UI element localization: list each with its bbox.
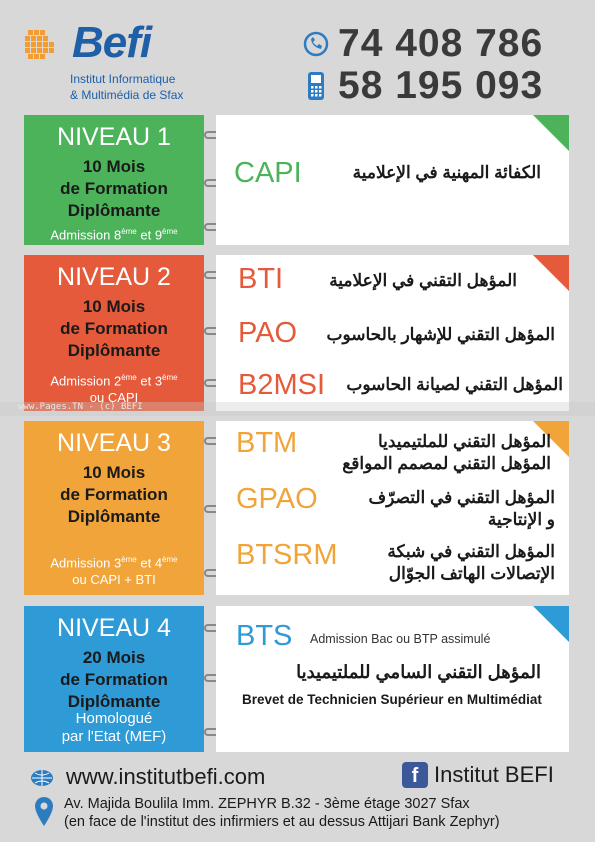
level-4-duration: 20 Mois de Formation Diplômante bbox=[60, 648, 168, 711]
phone-number-1: 74 408 786 bbox=[338, 22, 544, 65]
course-code-btm: BTM bbox=[236, 427, 298, 459]
phone-number-2: 58 195 093 bbox=[338, 64, 544, 107]
course-arabic-bti: المؤهل التقني في الإعلامية bbox=[329, 271, 517, 290]
level-4-title: NIVEAU 4 bbox=[57, 614, 171, 642]
mobile-phone-icon bbox=[302, 70, 330, 102]
address-line-1: Av. Majida Boulila Imm. ZEPHYR B.32 - 3ème étage 3027 Sfax bbox=[64, 796, 470, 812]
level-3-admission: Admission 3ème et 4ème ou CAPI + BTI bbox=[50, 555, 178, 588]
facebook-icon: f bbox=[402, 762, 428, 788]
level-1-card bbox=[24, 115, 569, 245]
phone-landline[interactable] bbox=[302, 22, 543, 66]
level-2-panel bbox=[24, 255, 204, 411]
level-3-card bbox=[24, 421, 569, 595]
level-2-duration: 10 Mois de Formation Diplômante bbox=[60, 297, 168, 360]
course-arabic-b2msi: المؤهل التقني لصيانة الحاسوب bbox=[346, 375, 563, 394]
course-code-btsrm: BTSRM bbox=[236, 539, 338, 571]
course-code-pao: PAO bbox=[238, 317, 298, 349]
level-4-card bbox=[24, 606, 569, 752]
facebook-page-name: Institut BEFI bbox=[434, 762, 554, 787]
level-1-panel bbox=[24, 115, 204, 245]
level-1-duration: 10 Mois de Formation Diplômante bbox=[60, 157, 168, 220]
course-code-b2msi: B2MSI bbox=[238, 369, 326, 401]
watermark: www.Pages.TN - (c) BEFI bbox=[0, 402, 595, 416]
level-2-title: NIVEAU 2 bbox=[57, 263, 171, 291]
phone-icon bbox=[302, 28, 330, 60]
level-1-courses bbox=[216, 115, 569, 245]
level-3-courses bbox=[216, 421, 569, 595]
level-2-courses bbox=[216, 255, 569, 411]
level-4-panel bbox=[24, 606, 204, 752]
corner-fold bbox=[533, 115, 569, 151]
course-arabic-gpao: المؤهل التقني في التصرّف و الإنتاجية bbox=[368, 488, 555, 529]
level-3-duration: 10 Mois de Formation Diplômante bbox=[60, 463, 168, 526]
course-arabic-btm: المؤهل التقني للملتيميديا المؤهل التقني لمصمم المواقع bbox=[342, 432, 551, 473]
level-2-card bbox=[24, 255, 569, 411]
header bbox=[0, 0, 595, 110]
globe-cursor-icon bbox=[30, 768, 56, 788]
course-arabic-bts: المؤهل التقني السامي للملتيميديا bbox=[296, 662, 541, 682]
level-1-admission: Admission 8ème et 9ème bbox=[50, 227, 178, 243]
bts-admission-note: Admission Bac ou BTP assimulé bbox=[310, 632, 491, 646]
corner-fold bbox=[533, 606, 569, 642]
level-4-homologation: Homologué par l'Etat (MEF) bbox=[61, 710, 167, 745]
corner-fold bbox=[533, 255, 569, 291]
level-3-panel bbox=[24, 421, 204, 595]
address-line-2: (en face de l'institut des infirmiers et au dessus Attijari Bank Zephyr) bbox=[64, 814, 500, 830]
course-code-bts: BTS bbox=[236, 620, 293, 652]
course-arabic-capi: الكفائة المهنية في الإعلامية bbox=[352, 163, 541, 182]
website-link[interactable]: www.institutbefi.com bbox=[66, 764, 266, 789]
course-code-gpao: GPAO bbox=[236, 483, 318, 515]
institute-name: Institut Informatique bbox=[70, 72, 176, 86]
level-3-title: NIVEAU 3 bbox=[57, 429, 171, 457]
level-1-title: NIVEAU 1 bbox=[57, 123, 171, 151]
facebook-link[interactable] bbox=[402, 762, 554, 788]
befi-logo bbox=[22, 16, 222, 106]
course-arabic-pao: المؤهل التقني للإشهار بالحاسوب bbox=[326, 325, 555, 344]
bts-french-title: Brevet de Technicien Supérieur en Multimédiat bbox=[242, 692, 542, 707]
footer bbox=[0, 756, 595, 842]
institute-city: & Multimédia de Sfax bbox=[70, 88, 184, 102]
level-4-courses bbox=[216, 606, 569, 752]
course-code-bti: BTI bbox=[238, 263, 284, 295]
course-code-capi: CAPI bbox=[234, 157, 302, 189]
course-arabic-btsrm: المؤهل التقني في شبكة الإتصالات الهاتف الجوّال bbox=[387, 542, 555, 583]
location-pin-icon bbox=[34, 796, 54, 828]
phone-mobile[interactable] bbox=[302, 64, 543, 108]
level-2-admission: Admission 2ème et 3ème ou CAPI bbox=[50, 373, 178, 406]
logo-wordmark: Befi bbox=[72, 18, 152, 67]
